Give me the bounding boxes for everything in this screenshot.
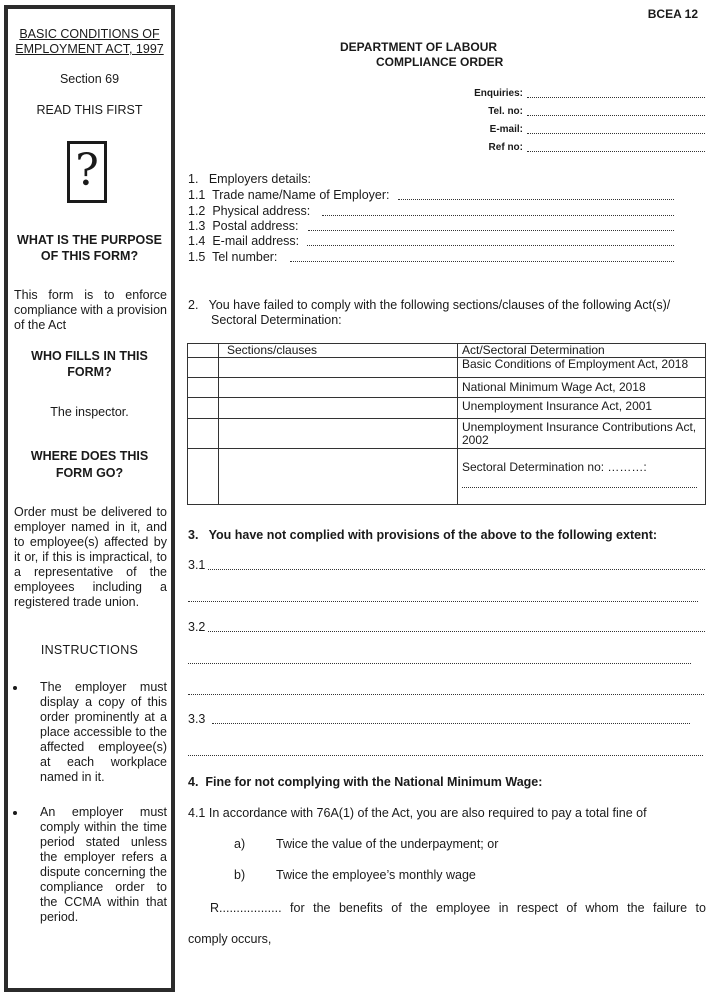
table-cell [188,344,219,358]
postal-address-label: 1.3 Postal address: [188,219,299,233]
sectoral-determination-field[interactable] [462,487,697,488]
enquiries-field[interactable] [527,88,705,98]
item-3-1-field-continued[interactable] [188,591,698,602]
bullet-icon [13,811,17,815]
form-code: BCEA 12 [647,7,698,21]
act-cell [458,449,706,505]
act-cell: Unemployment Insurance Contributions Act, 2002 [458,419,706,449]
section2-line1: 2. You have failed to comply with the following sections/clauses of the following Act(s)/ [188,298,671,312]
read-first-label: READ THIS FIRST [36,103,143,117]
bullet-icon [13,686,17,690]
trade-name-field[interactable] [398,189,674,200]
table-cell[interactable] [188,398,219,419]
purpose-text: This form is to enforce compliance with a provision of the Act [14,288,167,332]
col-act-header: Act/Sectoral Determination [458,344,706,358]
question-mark-icon: ? [67,141,107,203]
where-heading-line1: WHERE DOES THIS [30,449,149,463]
item-3-3-field[interactable] [212,713,690,724]
who-heading-line1: WHO FILLS IN THIS [31,349,148,363]
tel-number-field[interactable] [290,251,674,262]
section-clause-cell[interactable] [219,398,458,419]
table-row [188,358,706,378]
act-title-line1: BASIC CONDITIONS OF [19,27,160,41]
table-row [188,398,706,419]
item-3-2-label: 3.2 [188,620,206,634]
act-cell: National Minimum Wage Act, 2018 [458,378,706,398]
section-clause-cell[interactable] [219,378,458,398]
table-row [188,419,706,449]
table-cell[interactable] [188,449,219,505]
section2-line2: Sectoral Determination: [211,313,342,327]
email-address-label: 1.4 E-mail address: [188,234,300,248]
item-3-1-label: 3.1 [188,558,206,572]
where-text: Order must be delivered to employer named in it, and to employee(s) affected by it or, if this is impractical, to a representative of the employees including a registered trade union. [14,505,167,609]
tel-field[interactable] [527,106,705,116]
table-cell[interactable] [188,419,219,449]
purpose-heading-line1: WHAT IS THE PURPOSE [17,233,162,247]
form-title: COMPLIANCE ORDER [376,55,504,69]
ref-field[interactable] [527,142,705,152]
purpose-heading-line2: OF THIS FORM? [40,249,139,263]
who-heading-line2: FORM? [67,365,112,379]
option-a-text: Twice the value of the underpayment; or [276,837,499,851]
table-cell[interactable] [188,358,219,378]
physical-address-field[interactable] [322,205,674,216]
item-3-2-field-continued[interactable] [188,684,704,695]
trade-name-label: 1.1 Trade name/Name of Employer: [188,188,390,202]
physical-address-label: 1.2 Physical address: [188,204,311,218]
section1-heading: 1. Employers details: [188,172,311,186]
act-cell: Basic Conditions of Employment Act, 2018 [458,358,706,378]
postal-address-field[interactable] [308,220,674,231]
item-3-1-field[interactable] [208,559,705,570]
option-b-text: Twice the employee’s monthly wage [276,868,476,882]
where-heading-line2: FORM GO? [55,466,124,480]
table-row [188,378,706,398]
email-field[interactable] [527,124,705,134]
table-cell[interactable] [188,378,219,398]
option-a-letter: a) [234,837,246,851]
email-address-field[interactable] [307,235,674,246]
instructions-heading: INSTRUCTIONS [40,643,139,657]
tel-label: Tel. no: [488,106,523,117]
table-row [188,449,706,505]
email-label: E-mail: [489,124,523,135]
ref-label: Ref no: [488,142,523,153]
section-clause-cell[interactable] [219,449,458,505]
who-text: The inspector. [50,405,129,419]
sectoral-determination-label: Sectoral Determination no: ………: [462,460,647,474]
act-cell: Unemployment Insurance Act, 2001 [458,398,706,419]
item-3-2-field[interactable] [208,621,705,632]
section-clause-cell[interactable] [219,419,458,449]
item-3-3-field-continued[interactable] [188,745,703,756]
department-title: DEPARTMENT OF LABOUR [340,40,498,54]
item-3-3-label: 3.3 [188,712,206,726]
act-title-line2: EMPLOYMENT ACT, 1997 [15,42,164,56]
option-b-letter: b) [234,868,246,882]
item-3-2-field-continued[interactable] [188,653,691,664]
section4-heading: 4. Fine for not complying with the National Minimum Wage: [188,775,543,789]
tel-number-label: 1.5 Tel number: [188,250,278,264]
sidebar-panel: BASIC CONDITIONS OF EMPLOYMENT ACT, 1997 Section 69 READ THIS FIRST ? WHAT IS THE PURPOSE OF THIS FORM? This form is to enforce compliance with a provision of the Act WHO FILLS IN THIS FORM? The inspector. WHERE DOES THIS FORM GO? Order must be delivered to employer named in it, and to employee(s) affected by it or, if this is impractical, to a representative of the employees including a registered trade union. INSTRUCTIONS The employer must display a copy of this order prominently at a place accessible to the affected employee(s) at each workplace named in it. An employer must comply within the time period stated unless the employer refers a dispute concerning the compliance order to the CCMA within that period. [4,5,175,992]
table-header-row [188,344,706,358]
fine-amount-line2: comply occurs, [188,932,272,946]
enquiries-label: Enquiries: [474,88,523,99]
acts-table [187,343,706,505]
section-clause-cell[interactable] [219,358,458,378]
fine-intro: 4.1 In accordance with 76A(1) of the Act, you are also required to pay a total fine of [188,806,647,820]
fine-amount-line: R.................. for the benefits of the employee in respect of whom the failure to [210,901,706,915]
section3-heading: 3. You have not complied with provisions of the above to the following extent: [188,528,658,542]
col-sections-header: Sections/clauses [219,344,458,358]
section-number: Section 69 [59,72,120,86]
